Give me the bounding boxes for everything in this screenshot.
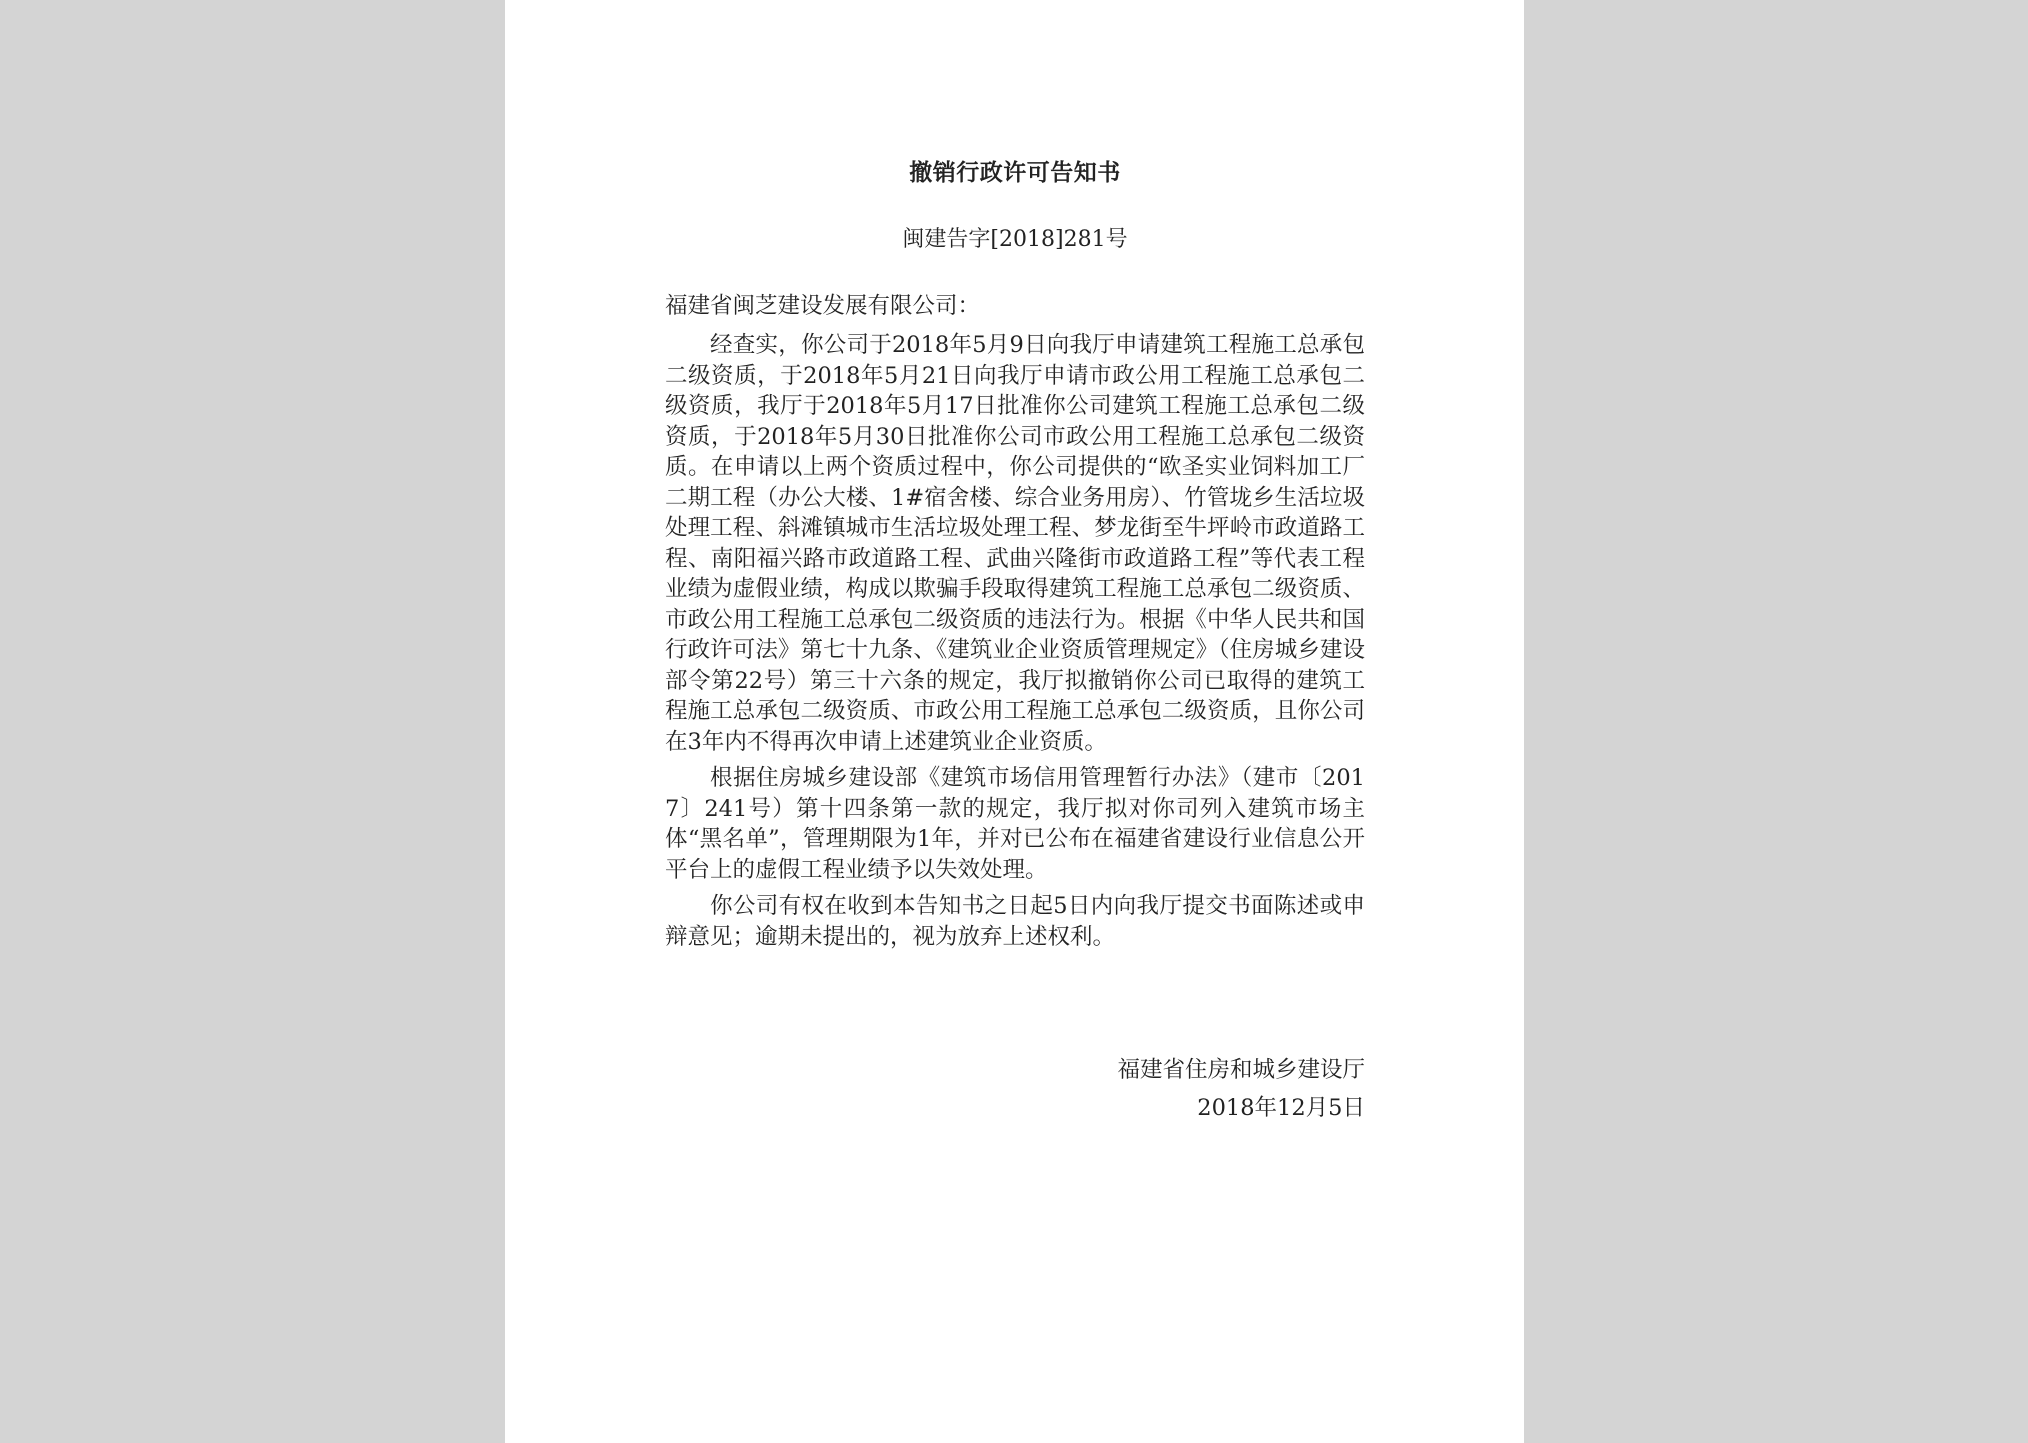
issue-date: 2018年12月5日 <box>1197 1095 1365 1121</box>
paragraph-findings: 经查实，你公司于2018年5月9日向我厅申请建筑工程施工总承包二级资质，于2018年5月21日向我厅申请市政公用工程施工总承包二级资质，我厅于2018年5月17日批准你公司建筑工程施工总承包二级资质，于2018年5月30日批准你公司市政公用工程施工总承包二级资质。在申请以上两个资质过程中，你公司提供的“欧圣实业饲料加工厂二期工程（办公大楼、1#宿舍楼、综合业务用房）、竹管垅乡生活垃圾处理工程、斜滩镇城市生活垃圾处理工程、梦龙街至牛坪岭市政道路工程、南阳福兴路市政道路工程、武曲兴隆街市政道路工程”等代表工程业绩为虚假业绩，构成以欺骗手段取得建筑工程施工总承包二级资质、市政公用工程施工总承包二级资质的违法行为。根据《中华人民共和国行政许可法》第七十九条、《建筑业企业资质管理规定》（住房城乡建设部令第22号）第三十六条的规定，我厅拟撤销你公司已取得的建筑工程施工总承包二级资质、市政公用工程施工总承包二级资质，且你公司在3年内不得再次申请上述建筑业企业资质。 <box>665 332 1365 755</box>
paragraph-rights: 你公司有权在收到本告知书之日起5日内向我厅提交书面陈述或申辩意见；逾期未提出的，视为放弃上述权利。 <box>665 893 1365 950</box>
document-title: 撤销行政许可告知书 <box>909 159 1121 186</box>
issuer-name: 福建省住房和城乡建设厅 <box>1117 1057 1365 1083</box>
paragraph-blacklist: 根据住房城乡建设部《建筑市场信用管理暂行办法》（建市〔2017〕241号）第十四条第一款的规定，我厅拟对你司列入建筑市场主体“黑名单”，管理期限为1年，并对已公布在福建省建设行业信息公开平台上的虚假工程业绩予以失效处理。 <box>665 765 1365 883</box>
document-page <box>505 0 1524 1443</box>
salutation: 福建省闽芝建设发展有限公司： <box>665 293 981 319</box>
document-body <box>665 330 1365 958</box>
document-number: 闽建告字[2018]281号 <box>902 227 1128 252</box>
signature-block <box>665 1051 1365 1127</box>
